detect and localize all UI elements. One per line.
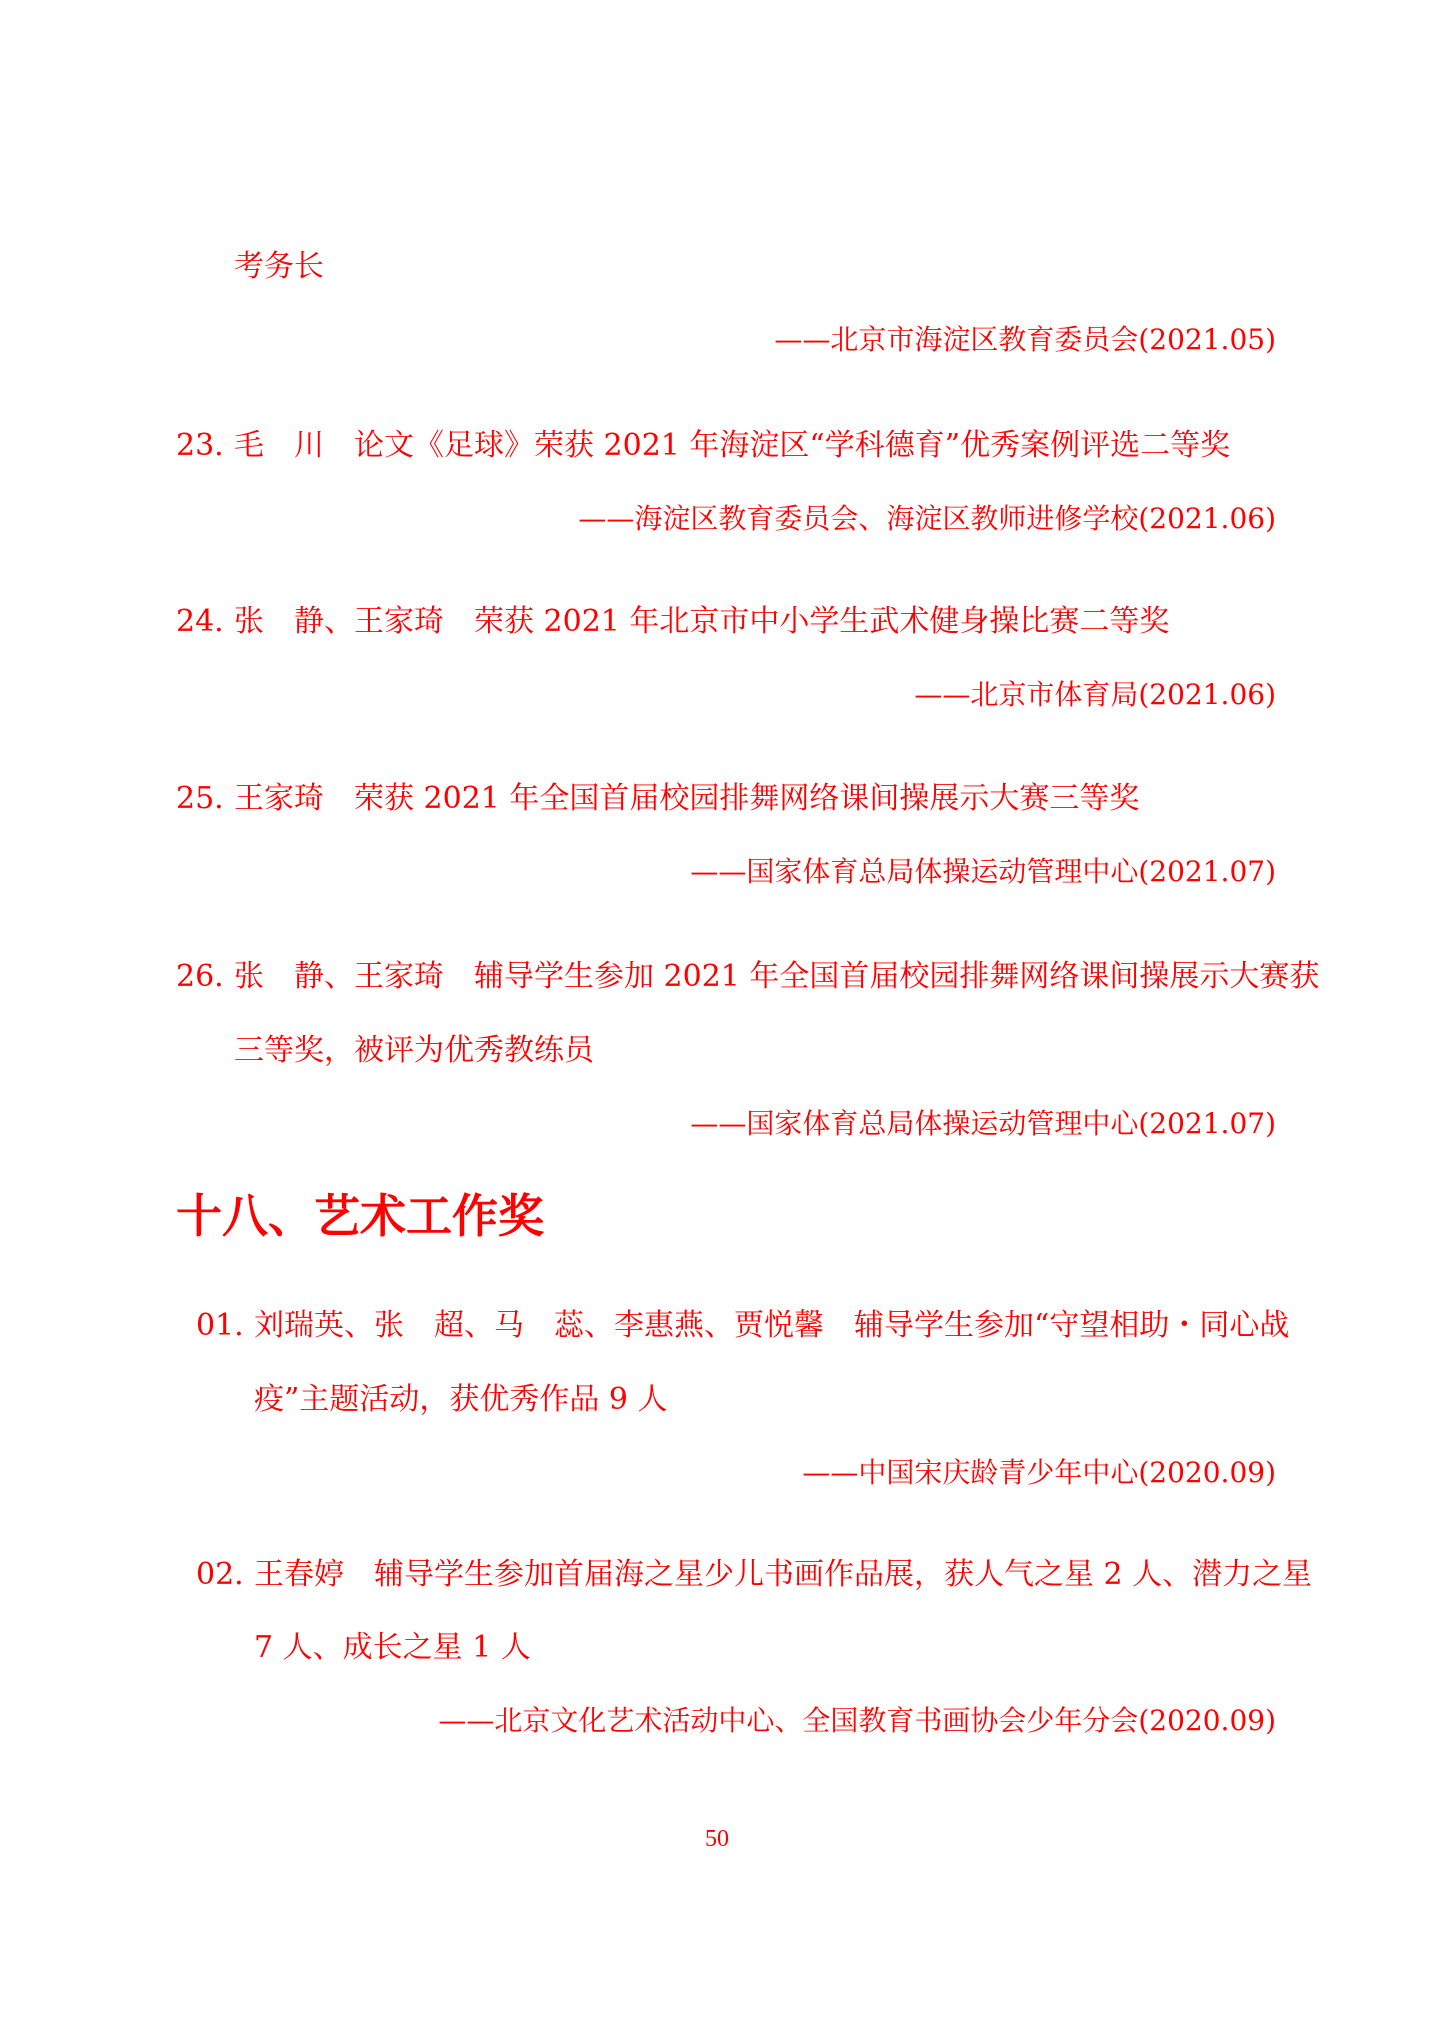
- award-source: ——国家体育总局体操运动管理中心(2021.07): [690, 855, 1276, 888]
- item-description: 荣获 2021 年全国首届校园排舞网络课间操展示大赛三等奖: [354, 781, 1140, 816]
- item-number: 26.: [176, 959, 224, 994]
- item-names: 王春婷: [254, 1557, 344, 1592]
- list-item: [176, 779, 1139, 819]
- item-names: 王家琦: [234, 781, 324, 816]
- list-item: [176, 602, 1169, 642]
- item-names: 张 静、王家琦: [234, 959, 444, 994]
- section-heading: 十八、艺术工作奖: [176, 1189, 544, 1243]
- item-description: 荣获 2021 年北京市中小学生武术健身操比赛二等奖: [474, 604, 1170, 639]
- item-number: 02.: [196, 1557, 244, 1592]
- item-description: 辅导学生参加“守望相助・同心战: [854, 1308, 1290, 1343]
- item-number: 24.: [176, 604, 224, 639]
- award-source: ——北京文化艺术活动中心、全国教育书画协会少年分会(2020.09): [438, 1704, 1276, 1737]
- list-item: [176, 957, 1319, 997]
- item-description-continued: 7 人、成长之星 1 人: [254, 1630, 531, 1665]
- list-item: [196, 1555, 1312, 1595]
- page-number: 50: [705, 1826, 729, 1852]
- list-item: [176, 426, 1230, 466]
- item-names: 张 静、王家琦: [234, 604, 444, 639]
- item-description-continued: 三等奖，被评为优秀教练员: [234, 1033, 594, 1068]
- item-description-continued: 疫”主题活动，获优秀作品 9 人: [254, 1382, 668, 1417]
- award-source: ——北京市海淀区教育委员会(2021.05): [774, 323, 1276, 356]
- item-description: 辅导学生参加首届海之星少儿书画作品展，获人气之星 2 人、潜力之星: [374, 1557, 1313, 1592]
- item-description: 辅导学生参加 2021 年全国首届校园排舞网络课间操展示大赛获: [474, 959, 1320, 994]
- award-source: ——中国宋庆龄青少年中心(2020.09): [802, 1456, 1276, 1489]
- continued-text: 考务长: [234, 249, 324, 284]
- item-number: 25.: [176, 781, 224, 816]
- item-description: 论文《足球》荣获 2021 年海淀区“学科德育”优秀案例评选二等奖: [354, 428, 1231, 463]
- item-names: 刘瑞英、张 超、马 蕊、李惠燕、贾悦馨: [254, 1308, 824, 1343]
- item-number: 23.: [176, 428, 224, 463]
- award-source: ——北京市体育局(2021.06): [914, 678, 1276, 711]
- award-source: ——海淀区教育委员会、海淀区教师进修学校(2021.06): [578, 502, 1276, 535]
- item-names: 毛 川: [234, 428, 324, 463]
- item-number: 01.: [196, 1308, 244, 1343]
- award-source: ——国家体育总局体操运动管理中心(2021.07): [690, 1107, 1276, 1140]
- list-item: [196, 1306, 1289, 1346]
